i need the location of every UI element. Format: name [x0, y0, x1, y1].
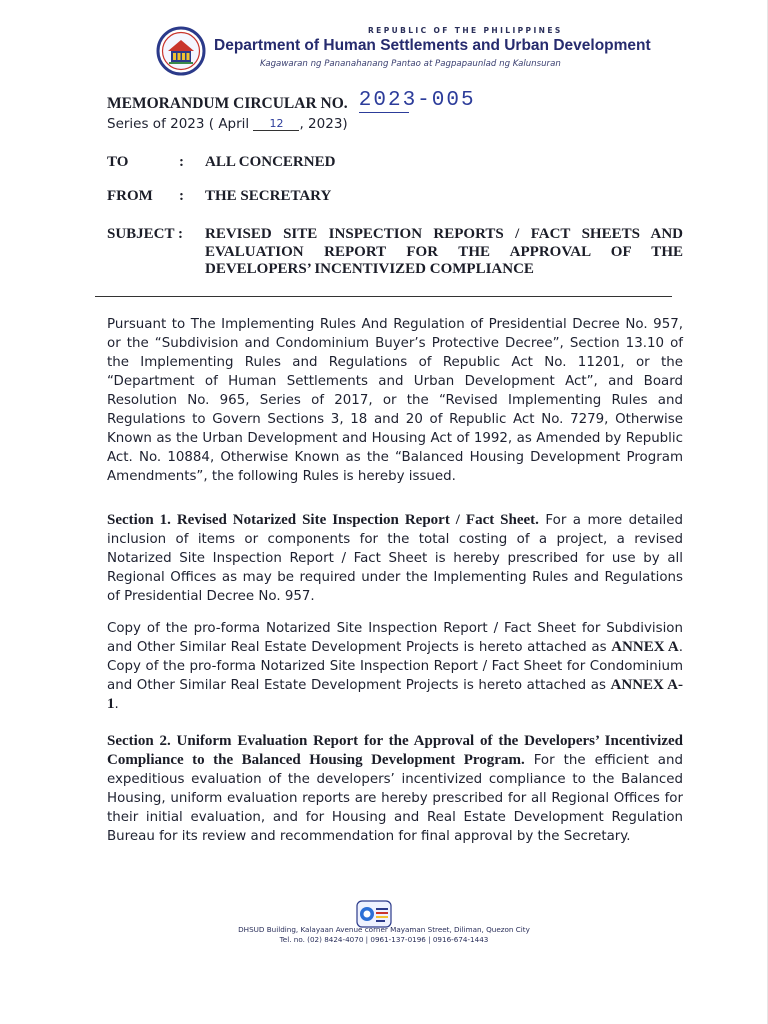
section2-heading: Section 2. Uniform Evaluation Report for the Approval of the Developers’ Incentivized Compliance to the Balanced Housing Development Program. [107, 733, 683, 768]
annex-a1-label: ANNEX A-1 [107, 677, 683, 712]
divider [95, 296, 672, 297]
to-label: TO [107, 154, 129, 170]
memo-label: MEMORANDUM CIRCULAR NO. [107, 95, 348, 112]
letterhead [150, 22, 670, 82]
memo-number: 2023-005 [358, 89, 476, 112]
section1-annex-paragraph: Copy of the pro-forma Notarized Site Inspection Report / Fact Sheet for Subdivision and Other Similar Real Estate Development Projects is hereto attached as ANNEX A. Copy of the pro-forma Notarized Site Inspection Report / Fact Sheet for Condominium and Other Similar Real Estate Development Projects is hereto attached as ANNEX A-1. [107, 621, 683, 712]
from-value: THE SECRETARY [205, 188, 332, 204]
department-name: Department of Human Settlements and Urban Development [214, 37, 651, 54]
footer-address: DHSUD Building, Kalayaan Avenue corner Mayaman Street, Diliman, Quezon City [238, 925, 530, 934]
department-tagline: Kagawaran ng Pananahanang Pantao at Pagpapaunlad ng Kalunsuran [260, 59, 561, 69]
section1-heading: Section 1. Revised Notarized Site Inspection Report / Fact Sheet. [107, 512, 539, 528]
subject-value: REVISED SITE INSPECTION REPORTS / FACT SHEETS AND EVALUATION REPORT FOR THE APPROVAL OF THE DEVELOPERS’ INCENTIVIZED COMPLIANCE [205, 226, 683, 277]
subject-label: SUBJECT : [107, 226, 183, 242]
to-value: ALL CONCERNED [205, 154, 336, 170]
section1-text: For a more detailed inclusion of items or components for the total costing of a project, a revised Notarized Site Inspection Report / Fact Sheet is hereby prescribed for use by all Regional Offices as may be required under the Implementing Rules and Regulations of Presidential Decree No. 957. [107, 513, 683, 604]
series-date-line [107, 116, 348, 132]
date-day: 12 [253, 117, 299, 131]
footer-telephone: Tel. no. (02) 8424-4070 | 0961-137-0196 | 0916-674-1443 [279, 934, 489, 944]
memo-number-line [107, 89, 476, 115]
annex-a-label: ANNEX A [611, 639, 679, 655]
republic-label: REPUBLIC OF THE PHILIPPINES [368, 26, 563, 35]
from-label: FROM [107, 188, 153, 204]
series-suffix: , 2023) [299, 116, 348, 132]
footer-address-block [0, 925, 768, 944]
dhsud-seal-icon [156, 26, 206, 76]
intro-paragraph: Pursuant to The Implementing Rules And Regulation of Presidential Decree No. 957, or the “Subdivision and Condominium Buyer’s Protective Decree”, Section 13.10 of the Implementing Rules and Regulations of Republic Act No. 11201, or the “Department of Human Settlements and Urban Development Act”, and Board Resolution No. 965, Series of 2017, or the “Revised Implementing Rules and Regulations to Govern Sections 3, 18 and 20 of Republic Act No. 7279, Otherwise Known as the Urban Development and Housing Act of 1992, as Amended by Republic Act. No. 10884, Otherwise Known as the “Balanced Housing Development Program Amendments”, the following Rules is hereby issued. [107, 317, 683, 484]
to-row: TO : ALL CONCERNED [107, 154, 336, 170]
section2-paragraph [107, 732, 683, 846]
series-prefix: Series of 2023 ( April [107, 116, 254, 132]
section1-paragraph [107, 511, 683, 606]
from-row: FROM : THE SECRETARY [107, 188, 332, 204]
section2-text: For the efficient and expeditious evaluation of the developers’ incentivized compliance to the Balanced Housing, uniform evaluation reports are hereby prescribed for all Regional Offices for their initial evaluation, and for Housing and Real Estate Development Regulation Bureau for its review and recommendation for final approval by the Secretary. [107, 753, 683, 844]
